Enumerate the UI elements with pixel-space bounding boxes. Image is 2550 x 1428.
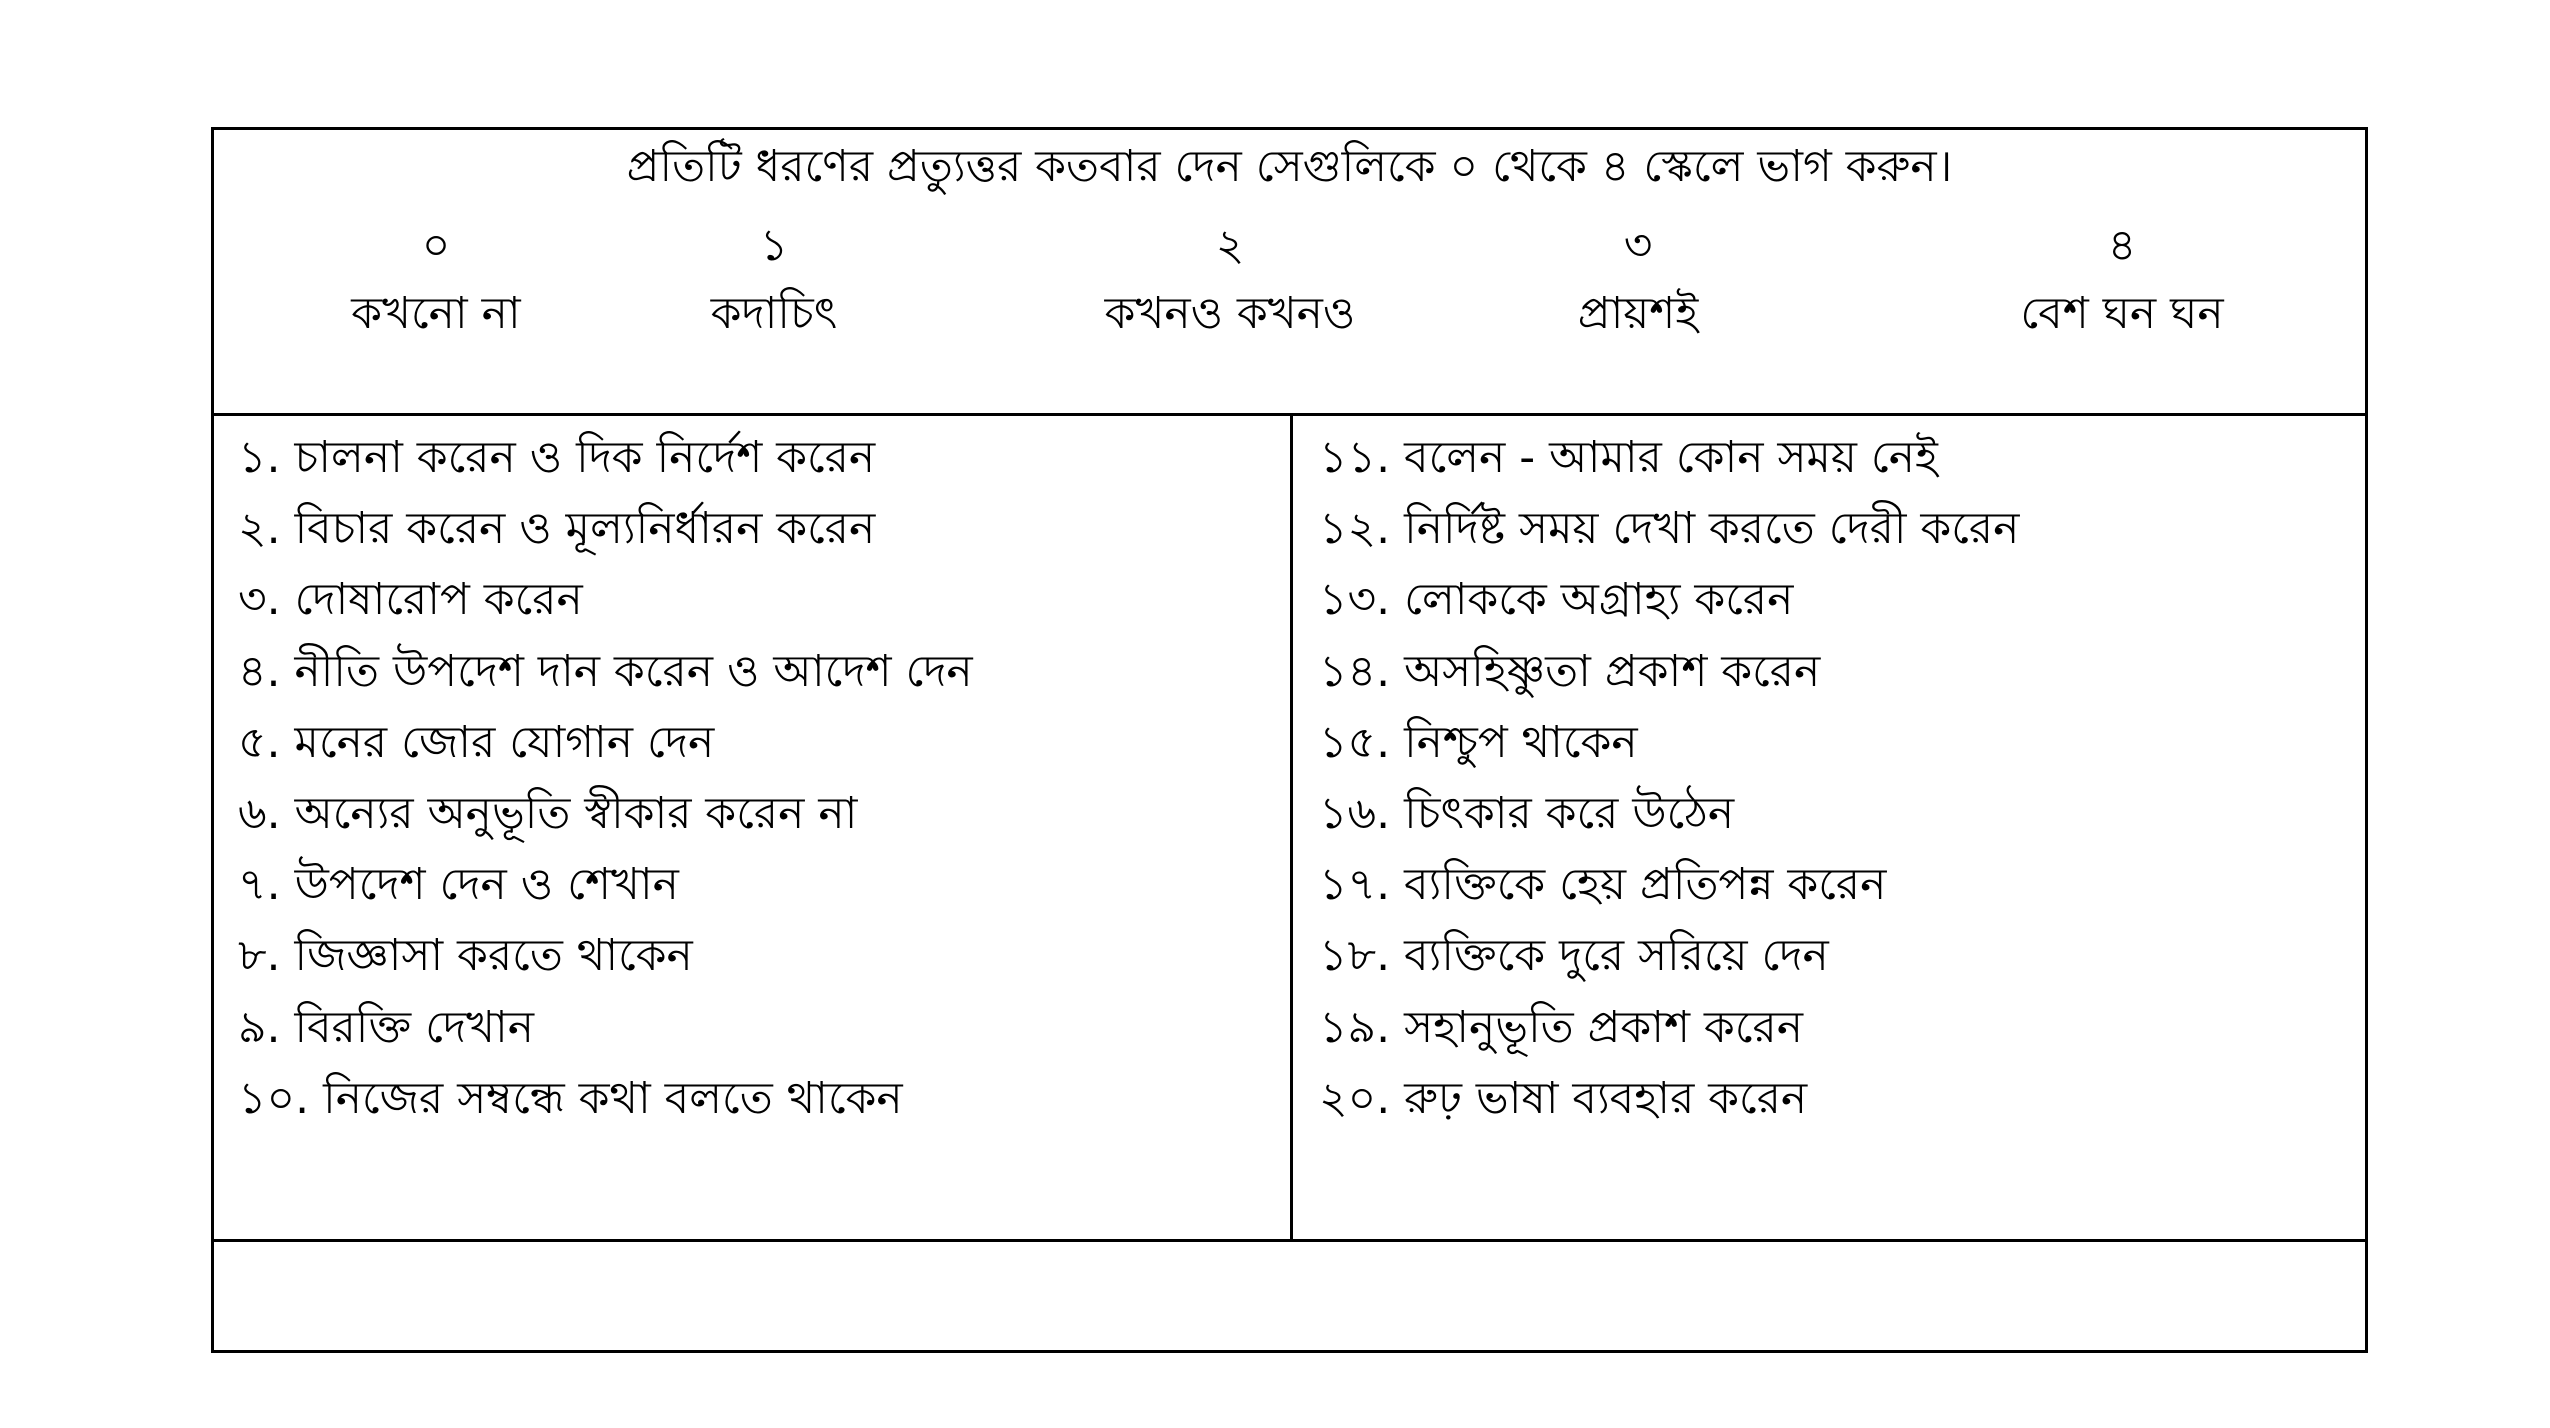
list-item: ৪. নীতি উপদেশ দান করেন ও আদেশ দেন	[238, 645, 973, 697]
list-item: ১৬. চিৎকার করে উঠেন	[1319, 787, 1735, 839]
list-item: ১৪. অসহিষ্ণুতা প্রকাশ করেন	[1319, 645, 1821, 697]
list-item: ২০. রুঢ় ভাষা ব্যবহার করেন	[1319, 1072, 1808, 1124]
scale-label: বেশ ঘন ঘন	[2020, 288, 2224, 339]
list-item: ১৯. সহানুভূতি প্রকাশ করেন	[1319, 1001, 1803, 1053]
instruction-text: প্রতিটি ধরণের প্রত্যুত্তর কতবার দেন সেগুলিকে ০ থেকে ৪ স্কেলে ভাগ করুন।	[626, 141, 1953, 192]
scale-item-1	[574, 212, 974, 348]
scale-label: প্রায়শই	[1577, 288, 1699, 339]
list-item: ১১. বলেন - আমার কোন সময় নেই	[1319, 432, 1938, 483]
list-item: ৯. বিরক্তি দেখান	[238, 1001, 535, 1053]
list-item: ৬. অন্যের অনুভূতি স্বীকার করেন না	[238, 787, 858, 839]
scale-item-3	[1438, 212, 1838, 348]
list-item: ১৫. নিশ্চুপ থাকেন	[1319, 716, 1638, 768]
list-item: ১০. নিজের সম্বন্ধে কথা বলতে থাকেন	[238, 1072, 903, 1124]
scale-number: ১	[759, 220, 789, 271]
list-item: ৫. মনের জোর যোগান দেন	[238, 716, 715, 768]
scale-number: ২	[1215, 220, 1245, 271]
scale-number: ৪	[2107, 220, 2137, 271]
list-item: ৭. উপদেশ দেন ও শেখান	[238, 859, 679, 911]
right-column	[1293, 416, 2368, 1239]
list-item: ১৮. ব্যক্তিকে দুরে সরিয়ে দেন	[1319, 930, 1829, 982]
table-footer-empty-row	[214, 1242, 2365, 1350]
scale-number: ৩	[1623, 220, 1653, 271]
list-item: ২. বিচার করেন ও মূল্যনির্ধারন করেন	[238, 503, 876, 555]
items-row	[214, 416, 2365, 1242]
scale-item-2	[1030, 212, 1430, 348]
list-item: ১২. নির্দিষ্ট সময় দেখা করতে দেরী করেন	[1319, 503, 2020, 555]
list-item: ৮. জিজ্ঞাসা করতে থাকেন	[238, 930, 693, 982]
scale-label: কখনো না	[351, 288, 521, 339]
list-item: ১৩. লোককে অগ্রাহ্য করেন	[1319, 574, 1794, 626]
list-item: ১৭. ব্যক্তিকে হেয় প্রতিপন্ন করেন	[1319, 859, 1887, 911]
scale-item-4	[1922, 212, 2322, 348]
scale-label: কদাচিৎ	[710, 288, 838, 339]
left-column	[214, 416, 1293, 1239]
table-header	[214, 130, 2365, 416]
left-item-list	[238, 422, 973, 1134]
scale-number: ০	[421, 220, 451, 271]
scale-label: কখনও কখনও	[1104, 288, 1356, 339]
list-item: ১. চালনা করেন ও দিক নির্দেশ করেন	[238, 432, 876, 483]
list-item: ৩. দোষারোপ করেন	[238, 574, 583, 626]
questionnaire-table	[211, 127, 2368, 1353]
right-item-list	[1319, 422, 2019, 1134]
